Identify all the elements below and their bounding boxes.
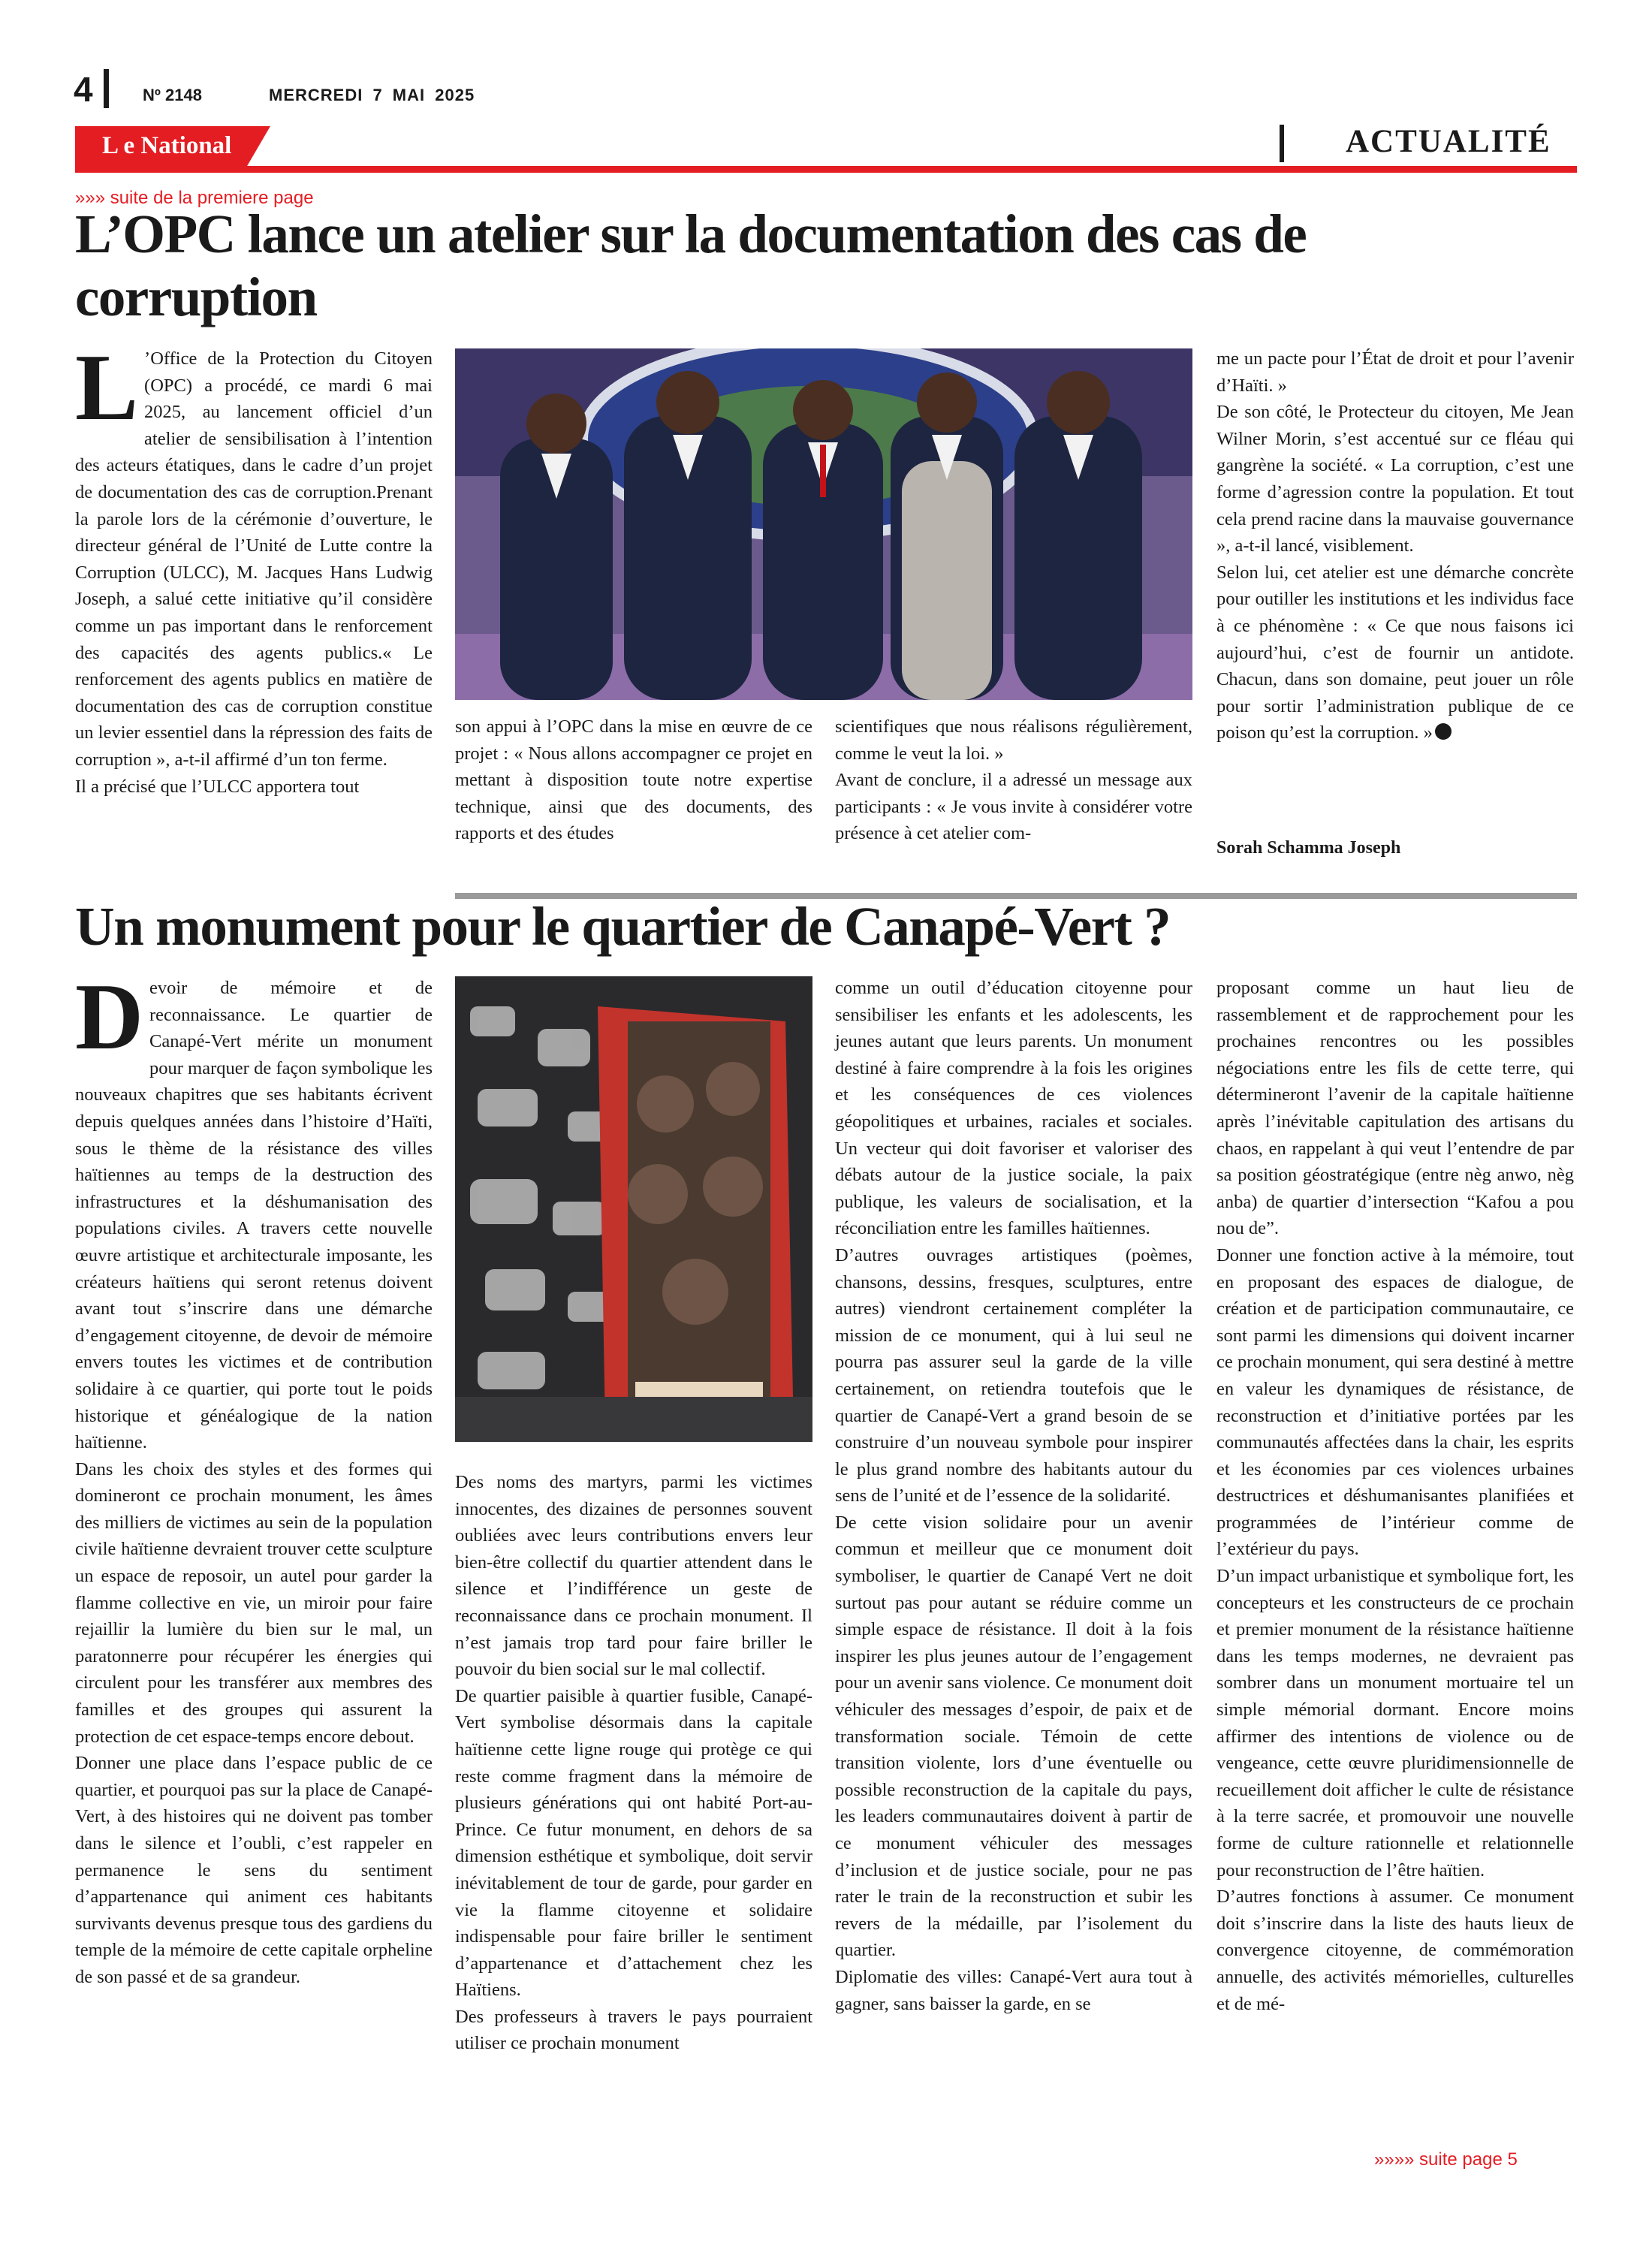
article1-closing-text: Selon lui, cet atelier est une démarche concrète pour outiller les institutions et les individus face à ce phénomène : « Ce que nous faisons ici aujourd’hui, c’est de fournir un antidote. Chacun, dans son domaine, peut jouer un rôle pour sortir l’administration publique de ce poison qu’est la corruption. » (1216, 562, 1574, 743)
article1-column-3 (835, 713, 1192, 847)
article2-paragraph: Des noms des martyrs, parmi les victimes innocentes, des dizaines de personnes souvent oubliées avec leurs contributions envers leur bien-être collectif du quartier attendent dans le silence et l’indifférence un geste de reconnaissance dans ce prochain monument. Il n’est jamais trop tard pour faire briller le pouvoir du bien social sur le mal collectif. (455, 1472, 812, 1680)
article1-column-4 (1216, 345, 1574, 746)
article1-paragraph: scientifiques que nous réalisons régulièrement, comme le veut la loi. » (835, 716, 1192, 764)
article2-paragraph: Donner une place dans l’espace public de ce quartier, et pourquoi pas sur la place de Canapé-Vert, à des histoires qui ne doivent pas tomber dans le silence et l’oubli, c’est rappeler en permanence le sens du sentiment d’appartenance qui animent ces habitants survivants devenus presque tous des gardiens du temple de la mémoire de cette capitale orpheline de son passé et de sa grandeur. (75, 1753, 433, 1987)
article1-byline: Sorah Schamma Joseph (1216, 838, 1401, 858)
article2-paragraph: comme un outil d’éducation citoyenne pour sensibiliser les enfants et les adolescents, les jeunes autant que leurs parents. Un monument destiné à faire comprendre à la fois les origines et les conséquences de ces violences géopolitiques et urbaines, raciales et sociales. Un vecteur qui doit favoriser et valoriser des débats autour de la justice sociale, la paix publique, les valeurs de socialisation, et la réconciliation entre les familles haïtiennes. (835, 978, 1192, 1239)
article1-paragraph: me un pacte pour l’État de droit et pour l’avenir d’Haïti. » (1216, 348, 1574, 396)
article1-column-1 (75, 336, 433, 800)
mural-photo (455, 976, 812, 1442)
article1-column-2 (455, 713, 812, 847)
page-number: 4 (74, 70, 93, 109)
article2-paragraph: proposant comme un haut lieu de rassemblement et de rapprochement pour les prochaines rencontres ou les possibles négociations entre les fils de cette terre, qui détermineront l’avenir de la capitale haïtienne après l’inévitable capitulation des artisans du chaos, en rappelant à qui veut l’entendre de par sa position géostratégique (entre nèg anwo, nèg anba) de quartier d’intersection “Kafou a pou nou de”. (1216, 978, 1574, 1239)
section-title: ACTUALITÉ (1346, 124, 1551, 159)
article2-paragraph: D’autres ouvrages artistiques (poèmes, chansons, dessins, fresques, sculptures, entre autres) viendront certainement compléter la mission de ce monument, qui à lui seul ne pourra pas assurer seul la garde de la ville certainement, on retiendra toutefois que le quartier de Canapé-Vert a grand besoin de se construire d’un nouveau symbole pour inspirer le plus grand nombre des habitants autour du sens de l’unité et de l’essence de la solidarité. (835, 1244, 1192, 1507)
article2-paragraph: Diplomatie des villes: Canapé-Vert aura tout à gagner, sans baisser la garde, en se (835, 1966, 1192, 2014)
officials-photo-illustration (455, 348, 1192, 700)
article1-paragraph: Avant de conclure, il a adressé un message aux participants : « Je vous invite à considérer votre présence à cet atelier com- (835, 770, 1192, 844)
continued-on-page-link[interactable]: »»»» suite page 5 (1374, 2149, 1518, 2170)
drop-cap: L (75, 336, 139, 440)
article1-paragraph: ’Office de la Protection du Citoyen (OPC) a procédé, ce mardi 6 mai 2025, au lancement officiel d’un atelier de sensibilisation à l’intention des acteurs étatiques, dans le cadre d’un projet de documentation des cas de corruption.Prenant la parole lors de la cérémonie d’ouverture, le directeur général de l’Unité de Lutte contre la Corruption (ULCC), M. Jacques Hans Ludwig Joseph, a salué cette initiative qu’il considère comme un pas important dans le renforcement des capacités des agents publics.« Le renforcement des agents publics en matière de documentation des cas de corruption constitue un levier essentiel dans la répression des faits de corruption », a-t-il affirmé d’un ton ferme. (75, 348, 433, 770)
issue-date: MERCREDI 7 MAI 2025 (269, 86, 475, 104)
end-mark-icon (1435, 723, 1452, 740)
continuation-kicker: »»» suite de la premiere page (75, 188, 314, 208)
article1-headline: L’OPC lance un atelier sur la documentation des cas de corruption (75, 204, 1307, 327)
article2-column-3 (835, 975, 1192, 2017)
article2-paragraph: evoir de mémoire et de reconnaissance. Le quartier de Canapé-Vert mérite un monument pour marquer de façon symbolique les nouveaux chapitres que ses habitants écrivent depuis quelques années dans l’histoire d’Haïti, sous le thème de la résistance des villes haïtiennes au temps de la destruction des infrastructures et la déshumanisation des populations civiles. A travers cette nouvelle œuvre artistique et architecturale imposante, les créateurs haïtiens qui seront retenus doivent avant tout s’inscrire dans une démarche d’engagement citoyenne, de devoir de mémoire envers toutes les victimes et de contribution solidaire à ce quartier, qui porte tout le poids historique et généalogique de la nation haïtienne. (75, 978, 433, 1453)
issue-number: Nº 2148 (143, 86, 202, 104)
mural-photo-illustration (455, 976, 812, 1442)
officials-group-photo (455, 348, 1192, 700)
article1-paragraph (1216, 559, 1574, 746)
article2-paragraph: D’un impact urbanistique et symbolique fort, les concepteurs et les constructeurs de ce prochain et premier monument de la résistance haïtienne dans les temps modernes, ne devraient pas sombrer dans un monument mortuaire tel un simple mémorial dormant. Encore moins affirmer des intentions de violence ou de vengeance, cette œuvre pluridimensionnelle de recueillement doit afficher le culte de résistance à la terre sacrée, et promouvoir une nouvelle forme de culture rationnelle et relationnelle pour reconstruction de l’être haïtien. (1216, 1566, 1574, 1881)
article2-paragraph: Des professeurs à travers le pays pourraient utiliser ce prochain monument (455, 2006, 812, 2054)
article1-paragraph: Il a précisé que l’ULCC apportera tout (75, 776, 360, 797)
section-divider (1280, 125, 1284, 162)
drop-cap: D (75, 965, 143, 1069)
article2-paragraph: De quartier paisible à quartier fusible, Canapé-Vert symbolise désormais dans la capitale haïtienne cette ligne rouge qui protège ce qui reste comme fragment dans la mémoire de plusieurs générations qui ont habité Port-au-Prince. Ce futur monument, en dehors de sa dimension esthétique et symbolique, doit servir inévitablement de tour de garde, pour garder en vie la flamme citoyenne et solidaire indispensable pour faire briller le sentiment d’appartenance et d’attachement chez les Haïtiens. (455, 1685, 812, 2001)
article1-paragraph: De son côté, le Protecteur du citoyen, Me Jean Wilner Morin, s’est accentué sur ce fléau qui gangrène la société. « La corruption, c’est une forme d’agression contre la population. Et tout cela prend racine dans la mauvaise gouvernance », a-t-il lancé, visiblement. (1216, 402, 1574, 556)
header-rule (75, 166, 1577, 173)
article1-paragraph: son appui à l’OPC dans la mise en œuvre de ce projet : « Nous allons accompagner ce projet en mettant à disposition toute notre expertise technique, ainsi que des documents, des rapports et des études (455, 716, 812, 844)
article2-paragraph: De cette vision solidaire pour un avenir commun et meilleur que ce monument doit symboliser, le quartier de Canapé Vert ne doit surtout pas pour autant se réduire comme un simple espace de résistance. Il doit à la fois inspirer les plus jeunes autour de l’engagement pour un avenir sans violence. Ce monument doit véhiculer des messages d’espoir, de paix et de transformation sociale. Témoin de cette transition violente, lors d’une éventuelle ou possible reconstruction de la capitale du pays, les leaders communautaires doivent à partir de ce monument véhiculer des messages d’inclusion et de justice sociale, pour ne pas rater le train de la reconstruction et subir les revers de la médaille, par l’isolement du quartier. (835, 1512, 1192, 1961)
article2-column-1 (75, 965, 433, 1991)
article2-column-4 (1216, 975, 1574, 2017)
article2-headline: Un monument pour le quartier de Canapé-Vert ? (75, 896, 1171, 957)
page-number-divider (104, 69, 109, 108)
article2-column-2 (455, 1469, 812, 2057)
article2-paragraph: Dans les choix des styles et des formes qui domineront ce prochain monument, les âmes des milliers de victimes au sein de la population civile haïtienne devraient trouver cette sculpture un espace de reposoir, un autel pour garder la flamme collective en vie, un miroir pour faire rejaillir la lumière du bien sur le mal, un paratonnerre pour récupérer les énergies qui circulent pour les transférer aux membres des familles et des groupes qui assurent la protection de cet espace-temps encore debout. (75, 1458, 433, 1747)
article2-paragraph: D’autres fonctions à assumer. Ce monument doit s’inscrire dans la liste des hauts lieux de convergence citoyenne, de commémoration annuelle, des activités mémorielles, culturelles et de mé- (1216, 1887, 1574, 2014)
article2-paragraph: Donner une fonction active à la mémoire, tout en proposant des espaces de dialogue, de création et de participation communautaire, ce sont parmi les dimensions qui doivent incarner ce prochain monument, qui sera destiné à mettre en valeur les dynamiques de résistance, de reconstruction et d’initiative portées par les communautés affectées dans la chair, les esprits et les économies par ces violences urbaines destructrices et déshumanisantes planifiées et programmées de l’intérieur comme de l’extérieur du pays. (1216, 1244, 1574, 1560)
brand-name: L e National (102, 132, 232, 159)
